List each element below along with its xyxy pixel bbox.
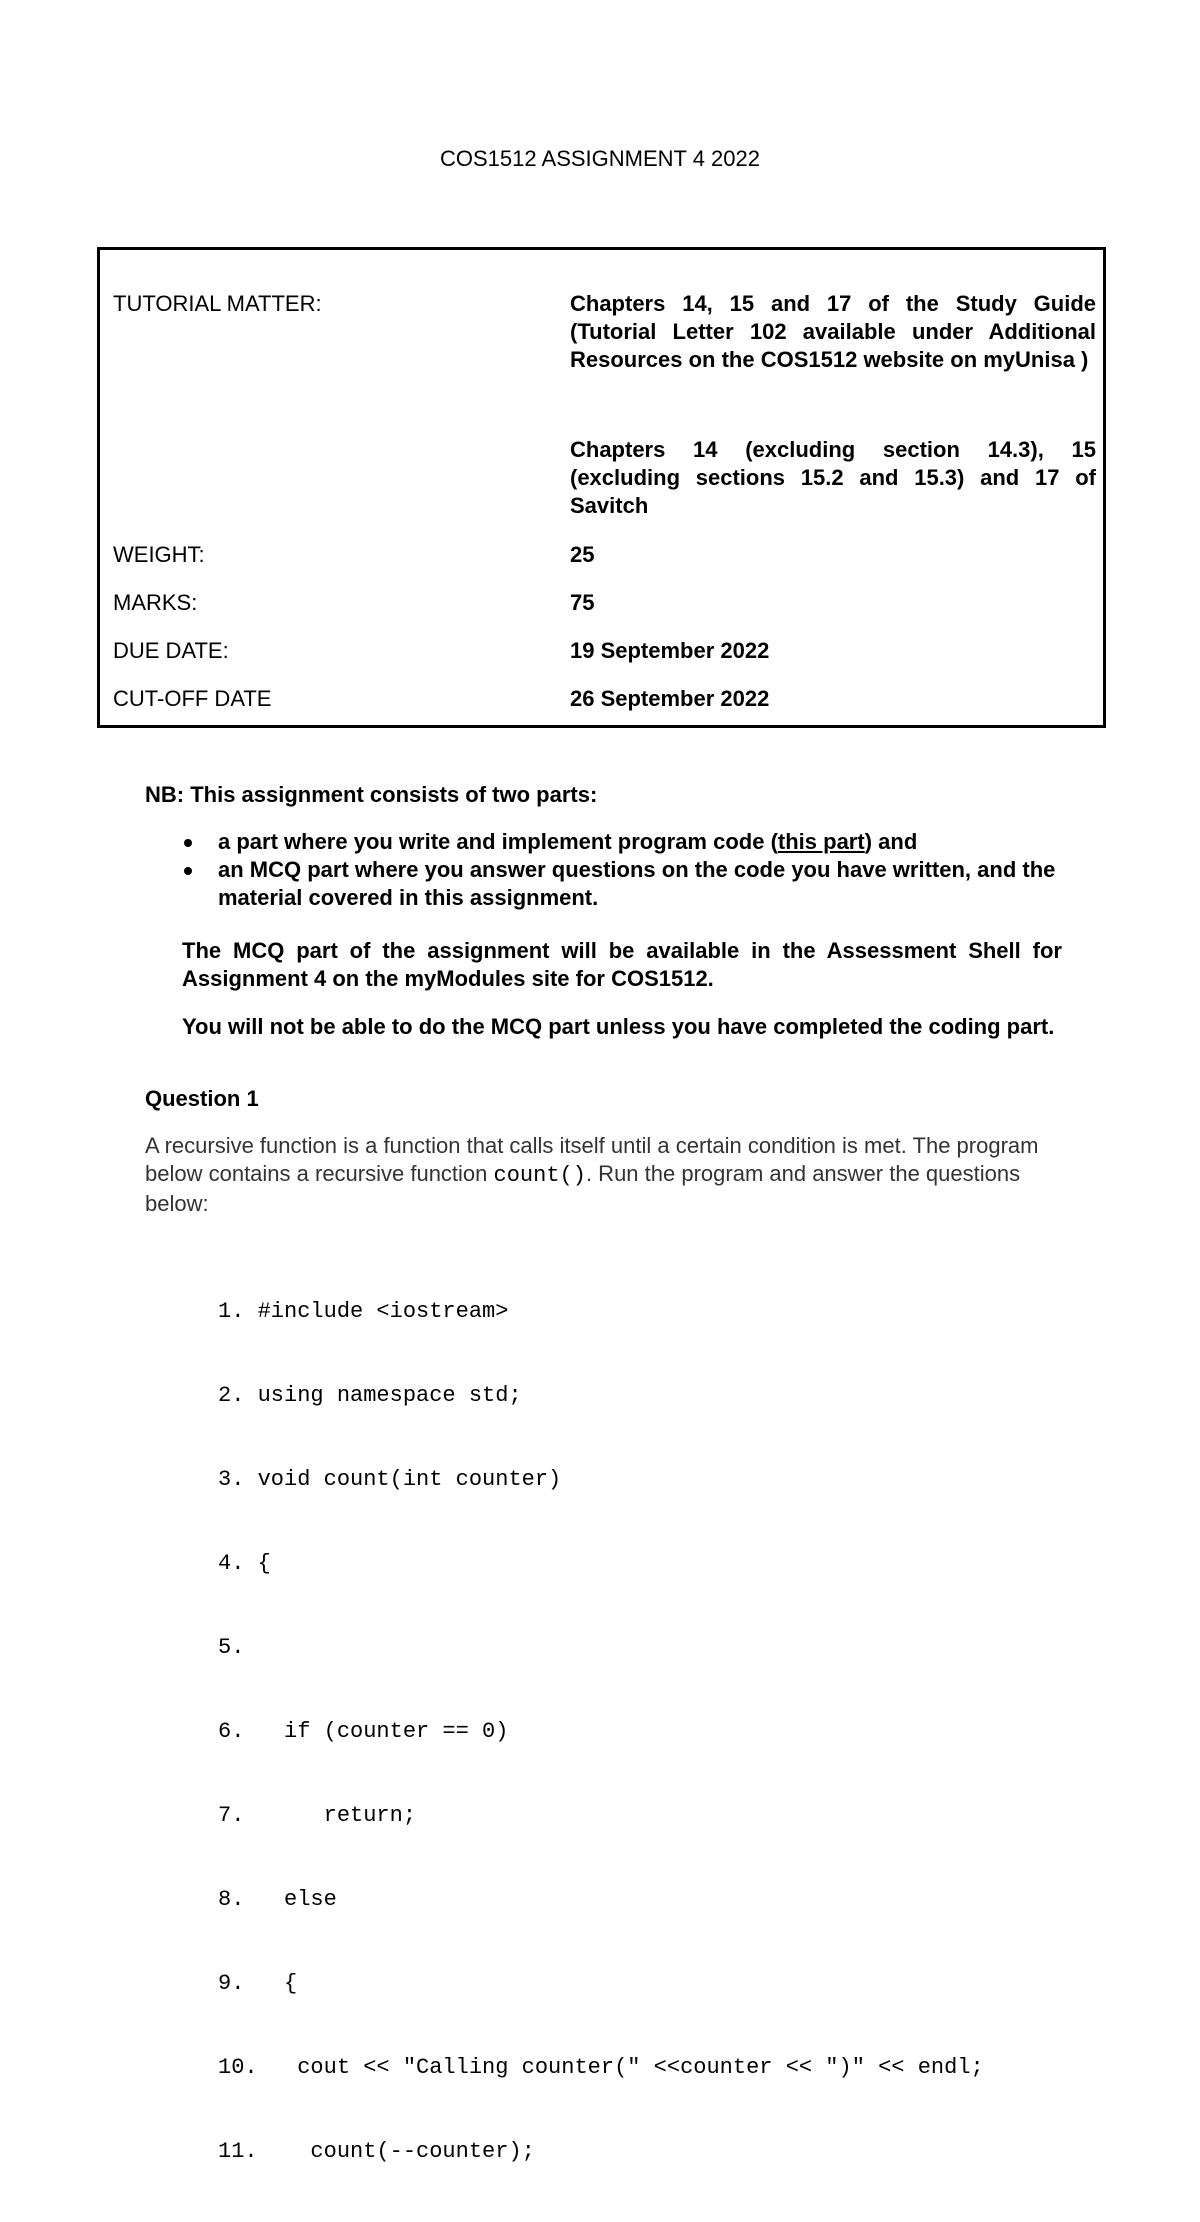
list-item: an MCQ part where you answer questions on the code you have written, and the material covered in this assignment. [182, 856, 1062, 912]
code-line: 6. if (counter == 0) [218, 1719, 509, 1744]
code-line: 10. cout << "Calling counter(" <<counter << ")" << endl; [218, 2055, 984, 2080]
list-item: a part where you write and implement program code (this part) and [182, 828, 1062, 856]
due-date-label: DUE DATE: [113, 638, 229, 663]
weight-value: 25 [570, 542, 595, 567]
cut-off-date-value: 26 September 2022 [570, 686, 770, 711]
document-title: COS1512 ASSIGNMENT 4 2022 [440, 146, 760, 171]
due-date-value: 19 September 2022 [570, 638, 770, 663]
code-line: 2. using namespace std; [218, 1383, 522, 1408]
question-1-heading: Question 1 [145, 1086, 259, 1111]
function-name-code: count() [493, 1163, 586, 1188]
tutorial-matter-value-study-guide: Chapters 14, 15 and 17 of the Study Guide (Tutorial Letter 102 available under Additional Resources on the COS1512 website on myUnisa ) [570, 291, 1096, 372]
cut-off-date-label: CUT-OFF DATE [113, 686, 272, 711]
assignment-info-table [97, 247, 1106, 728]
code-line: 1. #include <iostream> [218, 1299, 509, 1324]
code-line: 4. { [218, 1551, 271, 1576]
code-line: 9. { [218, 1971, 298, 1996]
marks-value: 75 [570, 590, 595, 615]
code-line: 7. return; [218, 1803, 417, 1828]
nb-heading: NB: This assignment consists of two parts: [145, 782, 598, 807]
tutorial-matter-label: TUTORIAL MATTER: [113, 291, 322, 316]
marks-label: MARKS: [113, 590, 198, 615]
code-line: 3. void count(int counter) [218, 1467, 562, 1492]
code-line: 11. count(--counter); [218, 2139, 535, 2164]
code-line: 5. [218, 1635, 245, 1660]
this-part-emphasis: this part [777, 829, 865, 854]
bullet-icon [184, 839, 192, 847]
question-1-intro: A recursive function is a function that calls itself until a certain condition is met. The program below contains a recursive function count(). Run the program and answer the questions below: [145, 1133, 1039, 1216]
bullet-icon [184, 867, 192, 875]
code-listing [218, 1242, 1118, 2222]
code-line: 8. else [218, 1887, 337, 1912]
mcq-availability-note: The MCQ part of the assignment will be available in the Assessment Shell for Assignment 4 on the myModules site for COS1512. [182, 938, 1062, 991]
weight-label: WEIGHT: [113, 542, 205, 567]
assignment-parts-list [182, 828, 1062, 912]
tutorial-matter-value-savitch: Chapters 14 (excluding section 14.3), 15 (excluding sections 15.2 and 15.3) and 17 of Savitch [570, 437, 1096, 518]
mcq-warning-note: You will not be able to do the MCQ part unless you have completed the coding part. [182, 1014, 1055, 1039]
